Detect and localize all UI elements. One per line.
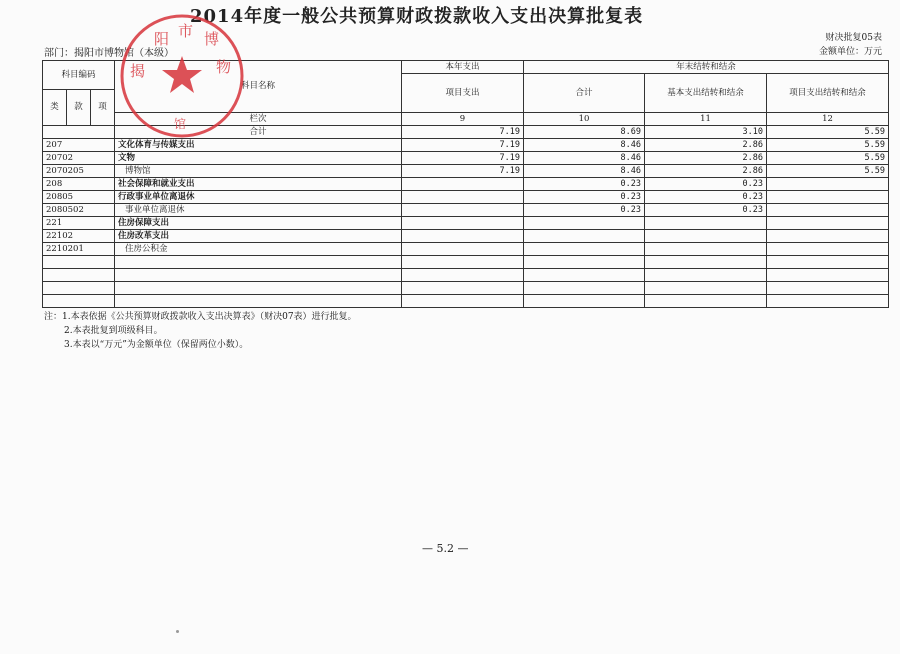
cell-code: 22102 bbox=[43, 230, 115, 243]
cell-c10: 8.69 bbox=[524, 126, 645, 139]
cell-c11 bbox=[645, 217, 767, 230]
note-3: 3.本表以“万元”为金额单位（保留两位小数）。 bbox=[64, 340, 249, 350]
cell-c12 bbox=[767, 295, 889, 308]
lanci-label: 栏次 bbox=[115, 113, 402, 126]
table-row bbox=[43, 230, 889, 243]
cell-name: 事业单位离退休 bbox=[115, 204, 402, 217]
department-label: 部门：揭阳市博物馆（本级） bbox=[44, 48, 174, 59]
cell-c10 bbox=[524, 295, 645, 308]
cell-c9: 7.19 bbox=[402, 139, 524, 152]
table-row bbox=[43, 282, 889, 295]
cell-name: 住房公积金 bbox=[115, 243, 402, 256]
cell-c9 bbox=[402, 269, 524, 282]
cell-c10: 8.46 bbox=[524, 139, 645, 152]
cell-name: 社会保障和就业支出 bbox=[115, 178, 402, 191]
svg-text:揭: 揭 bbox=[130, 62, 146, 80]
cell-c11: 0.23 bbox=[645, 191, 767, 204]
cell-c11: 2.86 bbox=[645, 139, 767, 152]
cell-name: 文物 bbox=[115, 152, 402, 165]
svg-text:物: 物 bbox=[216, 58, 232, 76]
cell-code bbox=[43, 282, 115, 295]
page-number: — 5.2 — bbox=[422, 542, 469, 555]
cell-name: 行政事业单位离退休 bbox=[115, 191, 402, 204]
header-basic-carryover: 基本支出结转和结余 bbox=[645, 74, 767, 113]
cell-code: 221 bbox=[43, 217, 115, 230]
cell-c9 bbox=[402, 191, 524, 204]
cell-code bbox=[43, 126, 115, 139]
cell-c9 bbox=[402, 295, 524, 308]
header-project-expense: 项目支出 bbox=[402, 74, 524, 113]
cell-c10: 0.23 bbox=[524, 191, 645, 204]
cell-c10: 0.23 bbox=[524, 178, 645, 191]
cell-name bbox=[115, 295, 402, 308]
cell-c9: 7.19 bbox=[402, 126, 524, 139]
cell-c10 bbox=[524, 243, 645, 256]
cell-c12: 5.59 bbox=[767, 152, 889, 165]
cell-c9 bbox=[402, 282, 524, 295]
cell-c10 bbox=[524, 217, 645, 230]
note-1: 注：1.本表依据《公共预算财政拨款收入支出决算表》（财决07表）进行批复。 bbox=[44, 312, 357, 322]
header-carryover: 年末结转和结余 bbox=[524, 61, 889, 74]
cell-code: 20702 bbox=[43, 152, 115, 165]
table-number: 财决批复05表 bbox=[825, 33, 882, 43]
cell-c11: 0.23 bbox=[645, 204, 767, 217]
cell-c12 bbox=[767, 178, 889, 191]
table-row bbox=[43, 269, 889, 282]
cell-c11 bbox=[645, 256, 767, 269]
official-seal bbox=[116, 10, 248, 142]
table-row bbox=[43, 178, 889, 191]
page-title: 2014年度一般公共预算财政拨款收入支出决算批复表 bbox=[190, 6, 644, 27]
cell-code bbox=[43, 269, 115, 282]
cell-c12 bbox=[767, 191, 889, 204]
cell-code: 208 bbox=[43, 178, 115, 191]
header-subject-name: 科目名称 bbox=[115, 61, 402, 113]
cell-c9 bbox=[402, 243, 524, 256]
cell-c9 bbox=[402, 230, 524, 243]
cell-c12 bbox=[767, 243, 889, 256]
cell-c11: 3.10 bbox=[645, 126, 767, 139]
cell-c11: 0.23 bbox=[645, 178, 767, 191]
cell-c9 bbox=[402, 178, 524, 191]
cell-c9 bbox=[402, 256, 524, 269]
cell-c11: 2.86 bbox=[645, 152, 767, 165]
cell-c12: 5.59 bbox=[767, 139, 889, 152]
table-row bbox=[43, 295, 889, 308]
svg-text:市: 市 bbox=[178, 22, 194, 40]
cell-code: 2080502 bbox=[43, 204, 115, 217]
cell-c10 bbox=[524, 230, 645, 243]
table-row bbox=[43, 256, 889, 269]
cell-c10 bbox=[524, 269, 645, 282]
cell-c11 bbox=[645, 295, 767, 308]
cell-name: 博物馆 bbox=[115, 165, 402, 178]
cell-c11 bbox=[645, 282, 767, 295]
cell-name bbox=[115, 256, 402, 269]
cell-c12 bbox=[767, 230, 889, 243]
cell-c11 bbox=[645, 269, 767, 282]
cell-code bbox=[43, 256, 115, 269]
cell-c9 bbox=[402, 217, 524, 230]
cell-code: 20805 bbox=[43, 191, 115, 204]
col-9-label: 9 bbox=[402, 113, 524, 126]
cell-c10: 8.46 bbox=[524, 165, 645, 178]
notes bbox=[44, 310, 357, 352]
svg-text:博: 博 bbox=[204, 30, 220, 48]
header-total: 合计 bbox=[524, 74, 645, 113]
cell-c11 bbox=[645, 243, 767, 256]
cell-c12 bbox=[767, 282, 889, 295]
cell-c10: 8.46 bbox=[524, 152, 645, 165]
table-row bbox=[43, 191, 889, 204]
cell-code: 2070205 bbox=[43, 165, 115, 178]
cell-c9 bbox=[402, 204, 524, 217]
col-11-label: 11 bbox=[645, 113, 767, 126]
cell-c12: 5.59 bbox=[767, 165, 889, 178]
cell-c10: 0.23 bbox=[524, 204, 645, 217]
cell-c12 bbox=[767, 217, 889, 230]
note-2: 2.本表批复到项级科目。 bbox=[64, 326, 163, 336]
table-row bbox=[43, 217, 889, 230]
header-kuan: 款 bbox=[67, 90, 91, 126]
svg-text:阳: 阳 bbox=[154, 30, 170, 48]
header-subject-code: 科目编码 bbox=[43, 61, 115, 90]
table-row bbox=[43, 204, 889, 217]
scan-speck bbox=[176, 630, 179, 633]
cell-name: 住房保障支出 bbox=[115, 217, 402, 230]
svg-text:馆: 馆 bbox=[174, 117, 187, 131]
unit-label: 金额单位：万元 bbox=[818, 47, 882, 57]
cell-c12: 5.59 bbox=[767, 126, 889, 139]
cell-name: 文化体育与传媒支出 bbox=[115, 139, 402, 152]
cell-code bbox=[43, 295, 115, 308]
cell-name bbox=[115, 282, 402, 295]
cell-c11: 2.86 bbox=[645, 165, 767, 178]
cell-code: 2210201 bbox=[43, 243, 115, 256]
cell-c9: 7.19 bbox=[402, 152, 524, 165]
cell-name bbox=[115, 269, 402, 282]
table-row bbox=[43, 152, 889, 165]
cell-c12 bbox=[767, 256, 889, 269]
cell-c11 bbox=[645, 230, 767, 243]
header-current-year: 本年支出 bbox=[402, 61, 524, 74]
cell-code: 207 bbox=[43, 139, 115, 152]
cell-name: 合计 bbox=[115, 126, 402, 139]
header-lei: 类 bbox=[43, 90, 67, 126]
table-row bbox=[43, 165, 889, 178]
cell-name: 住房改革支出 bbox=[115, 230, 402, 243]
cell-c12 bbox=[767, 204, 889, 217]
col-12-label: 12 bbox=[767, 113, 889, 126]
col-10-label: 10 bbox=[524, 113, 645, 126]
header-project-carryover: 项目支出结转和结余 bbox=[767, 74, 889, 113]
cell-c10 bbox=[524, 282, 645, 295]
cell-c12 bbox=[767, 269, 889, 282]
table-row bbox=[43, 243, 889, 256]
cell-c10 bbox=[524, 256, 645, 269]
header-xiang: 项 bbox=[91, 90, 115, 126]
cell-c9: 7.19 bbox=[402, 165, 524, 178]
